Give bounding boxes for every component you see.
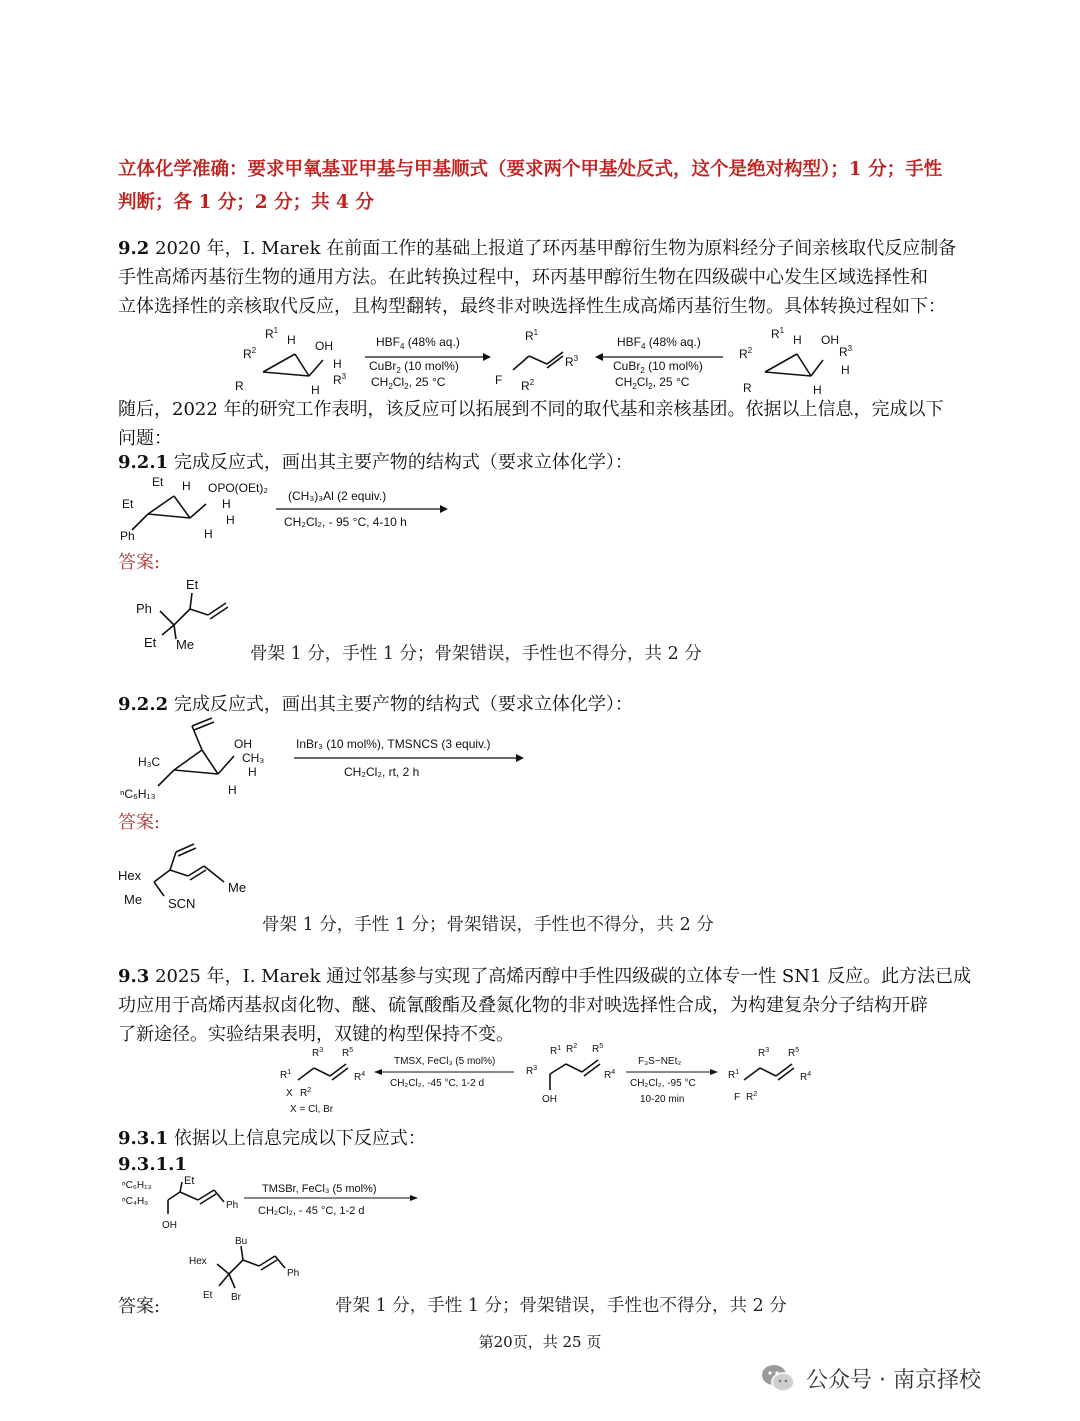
svg-text:R3: $R^3$ bbox=[312, 1047, 324, 1059]
watermark bbox=[760, 1362, 981, 1394]
red-note-line2: 判断；各 1 分；2 分；共 4 分 bbox=[118, 192, 374, 213]
x-note: X = Cl, Br bbox=[290, 1104, 334, 1115]
svg-text:Br: Br bbox=[231, 1292, 241, 1303]
svg-text:R2: $R^2$ bbox=[243, 346, 257, 361]
label-oh: OH bbox=[234, 737, 252, 751]
label-et: Et bbox=[186, 577, 199, 592]
svg-text:ⁿC₄H₉: ⁿC₄H₉ bbox=[122, 1196, 149, 1207]
svg-text:R2: $R^2$ bbox=[739, 346, 753, 361]
paragraph-line: 问题： bbox=[118, 428, 172, 449]
answer-label: 答案: bbox=[118, 1296, 161, 1317]
reaction-arrow-left bbox=[595, 335, 723, 391]
scheme-9-2-2 bbox=[118, 712, 538, 804]
label-et: Et bbox=[152, 475, 164, 489]
svg-text:H: H bbox=[813, 383, 822, 397]
condition-text: 10-20 min bbox=[640, 1094, 685, 1105]
condition-text: CH₂Cl₂, - 95 °C, 4-10 h bbox=[284, 515, 407, 529]
question-title: 依据以上信息完成以下反应式： bbox=[168, 1128, 426, 1149]
label-hex: Hex bbox=[118, 868, 142, 883]
svg-text:R2: $R^2$ bbox=[521, 378, 535, 393]
label-me: Me bbox=[228, 880, 247, 895]
red-note bbox=[118, 153, 998, 219]
paragraph-line: 功应用于高烯丙基叔卤化物、醚、硫氰酸酯及叠氮化物的非对映选择性合成，为构建复杂分子结构开辟 bbox=[118, 995, 928, 1016]
svg-text:OH: OH bbox=[162, 1220, 177, 1231]
scheme-9-2 bbox=[225, 320, 875, 398]
question-number: 9.2.2 bbox=[118, 694, 169, 715]
label-ph: Ph bbox=[136, 601, 152, 616]
svg-text:Ph: Ph bbox=[287, 1268, 300, 1279]
red-note-line1: 立体化学准确：要求甲氧基亚甲基与甲基顺式（要求两个甲基处反式，这个是绝对构型）；1 分；手性 bbox=[118, 159, 943, 180]
svg-text:OH: OH bbox=[315, 339, 333, 353]
svg-text:R1: $R^1$ bbox=[550, 1045, 562, 1057]
svg-text:R3: $R^3$ bbox=[758, 1047, 770, 1059]
paragraph-line: 了新途径。实验结果表明，双键的构型保持不变。 bbox=[118, 1024, 514, 1045]
section-number: 9.2 bbox=[118, 238, 150, 259]
svg-text:R4: $R^4$ bbox=[604, 1069, 616, 1081]
reagent-text: $HBF_4$ (48% aq.) bbox=[376, 335, 460, 351]
svg-text:R2: $R^2$ bbox=[566, 1043, 578, 1055]
cyclopropane-right bbox=[739, 326, 853, 397]
label-me: Me bbox=[176, 637, 195, 652]
svg-text:H: H bbox=[311, 383, 320, 397]
svg-text:R3: $R^3$ bbox=[839, 344, 853, 359]
scheme-9-2-1 bbox=[118, 474, 458, 546]
answer-label: 答案: bbox=[118, 552, 161, 573]
label-h: H bbox=[226, 513, 235, 527]
condition-text: CH₂Cl₂, rt, 2 h bbox=[344, 765, 420, 779]
svg-text:Ph: Ph bbox=[226, 1200, 239, 1211]
svg-text:H: H bbox=[287, 333, 296, 347]
condition-text: CH₂Cl₂, -95 °C bbox=[630, 1078, 696, 1089]
reaction-arrow-right bbox=[365, 335, 491, 391]
svg-text:R2: $R^2$ bbox=[746, 1091, 758, 1103]
watermark-text: 公众号 · 南京择校 bbox=[806, 1367, 981, 1393]
svg-text:R3: $R^3$ bbox=[565, 354, 579, 369]
question-9-2-1 bbox=[118, 448, 633, 477]
scheme-9-3 bbox=[270, 1040, 830, 1118]
label-ch3: CH₃ bbox=[242, 751, 265, 765]
reagent-text: F₃S−NEt₂ bbox=[638, 1056, 682, 1067]
condition-text: CH₂Cl₂, - 45 °C, 1-2 d bbox=[258, 1205, 365, 1217]
cyclopropane-left bbox=[235, 326, 347, 397]
label-scn: SCN bbox=[168, 896, 196, 911]
svg-text:R5: $R^5$ bbox=[592, 1043, 604, 1055]
svg-text:F: F bbox=[495, 373, 503, 387]
label-h: H bbox=[204, 527, 213, 541]
solvent-text: $CH_2Cl_2$, 25 °C bbox=[371, 375, 446, 391]
label-et: Et bbox=[144, 635, 157, 650]
svg-text:OH: OH bbox=[821, 333, 839, 347]
section-number: 9.3 bbox=[118, 966, 150, 987]
question-number: 9.2.1 bbox=[118, 452, 169, 473]
label-ph: Ph bbox=[120, 529, 135, 543]
svg-text:R: R bbox=[235, 379, 244, 393]
svg-text:R2: $R^2$ bbox=[300, 1087, 312, 1099]
condition-text: CH₂Cl₂, -45 °C, 1-2 d bbox=[390, 1078, 485, 1089]
svg-text:Et: Et bbox=[184, 1175, 195, 1187]
svg-text:R5: $R^5$ bbox=[342, 1047, 354, 1059]
svg-text:R3: $R^3$ bbox=[526, 1065, 538, 1077]
svg-text:H: H bbox=[841, 363, 850, 377]
reagent-text: TMSX, FeCl₃ (5 mol%) bbox=[394, 1056, 496, 1067]
label-h: H bbox=[182, 479, 191, 493]
question-9-3-1 bbox=[118, 1124, 426, 1153]
svg-text:H: H bbox=[333, 357, 342, 371]
svg-text:R1: $R^1$ bbox=[771, 326, 785, 341]
svg-text:R: R bbox=[743, 381, 752, 395]
answer-label: 答案: bbox=[118, 812, 161, 833]
label-h: H bbox=[228, 783, 237, 797]
question-number: 9.3.1 bbox=[118, 1128, 169, 1149]
question-9-3-1-1: 9.3.1.1 bbox=[118, 1154, 187, 1175]
reagent-text: (CH₃)₃Al (2 equiv.) bbox=[288, 489, 387, 503]
svg-text:H: H bbox=[793, 333, 802, 347]
label-h: H bbox=[222, 497, 231, 511]
page-footer: 第20页，共 25 页 bbox=[478, 1333, 602, 1351]
question-title: 完成反应式，画出其主要产物的结构式（要求立体化学）： bbox=[168, 694, 633, 715]
paragraph-line: 立体选择性的亲核取代反应，且构型翻转，最终非对映选择性生成高烯丙基衍生物。具体转换过程如下： bbox=[118, 296, 946, 317]
section-9-2-text bbox=[118, 234, 998, 321]
svg-text:R1: $R^1$ bbox=[280, 1069, 292, 1081]
svg-text:Bu: Bu bbox=[235, 1236, 248, 1247]
product-9-3-1-1 bbox=[185, 1234, 315, 1304]
svg-text:R1: $R^1$ bbox=[728, 1069, 740, 1081]
section-9-3-text bbox=[118, 962, 998, 1049]
label-h: H bbox=[248, 765, 257, 779]
svg-text:R4: $R^4$ bbox=[354, 1071, 366, 1083]
svg-text:X: X bbox=[286, 1088, 293, 1099]
product-9-2-2 bbox=[118, 838, 258, 914]
svg-text:CH2Cl2, 25 °C: $CH_2Cl_2$, 25 °C bbox=[615, 375, 690, 391]
svg-text:Hex: Hex bbox=[189, 1256, 207, 1267]
reagent-text: TMSBr, FeCl₃ (5 mol%) bbox=[262, 1183, 377, 1195]
svg-text:F: F bbox=[734, 1092, 741, 1103]
svg-text:CuBr2 (10 mol%): CuBr$_2$ (10 mol%) bbox=[613, 359, 703, 375]
svg-text:R3: $R^3$ bbox=[333, 372, 347, 387]
homoallyl-product bbox=[495, 328, 579, 393]
score-note: 骨架 1 分，手性 1 分；骨架错误，手性也不得分，共 2 分 bbox=[250, 644, 702, 664]
svg-text:OH: OH bbox=[542, 1094, 557, 1105]
score-note: 骨架 1 分，手性 1 分；骨架错误，手性也不得分，共 2 分 bbox=[262, 915, 714, 935]
svg-text:HBF4 (48% aq.): $HBF_4$ (48% aq.) bbox=[617, 335, 701, 351]
label-ch3: H₃C bbox=[138, 755, 161, 769]
score-note: 骨架 1 分，手性 1 分；骨架错误，手性也不得分，共 2 分 bbox=[335, 1296, 787, 1316]
label-opo: OPO(OEt)₂ bbox=[208, 481, 268, 495]
section-9-2-after bbox=[118, 395, 998, 453]
svg-text:R1: $R^1$ bbox=[525, 328, 539, 343]
paragraph-line: 2025 年，I. Marek 通过邻基参与实现了高烯丙醇中手性四级碳的立体专一性 SN1 反应。此方法已成 bbox=[155, 966, 972, 987]
scheme-9-3-1-1 bbox=[118, 1172, 418, 1234]
catalyst-text: CuBr$_2$ (10 mol%) bbox=[369, 359, 459, 375]
label-et: Et bbox=[122, 497, 134, 511]
svg-text:R5: $R^5$ bbox=[788, 1047, 800, 1059]
paragraph-line: 随后，2022 年的研究工作表明，该反应可以拓展到不同的取代基和亲核基团。依据以上信息，完成以下 bbox=[118, 399, 944, 420]
svg-text:Et: Et bbox=[203, 1290, 213, 1301]
paragraph-line: 手性高烯丙基衍生物的通用方法。在此转换过程中，环丙基甲醇衍生物在四级碳中心发生区域选择性和 bbox=[118, 267, 928, 288]
reagent-text: InBr₃ (10 mol%), TMSNCS (3 equiv.) bbox=[296, 737, 491, 751]
paragraph-line: 2020 年，I. Marek 在前面工作的基础上报道了环丙基甲醇衍生物为原料经分子间亲核取代反应制备 bbox=[155, 238, 957, 259]
label-me: Me bbox=[124, 892, 143, 907]
svg-text:R4: $R^4$ bbox=[800, 1071, 812, 1083]
svg-text:ⁿC₆H₁₃: ⁿC₆H₁₃ bbox=[122, 1180, 152, 1191]
svg-text:R1: $R^1$ bbox=[265, 326, 279, 341]
label-hexyl: ⁿC₆H₁₃ bbox=[120, 787, 156, 801]
question-title: 完成反应式，画出其主要产物的结构式（要求立体化学）： bbox=[168, 452, 633, 473]
product-9-2-1 bbox=[130, 575, 250, 657]
wechat-icon bbox=[760, 1362, 796, 1394]
